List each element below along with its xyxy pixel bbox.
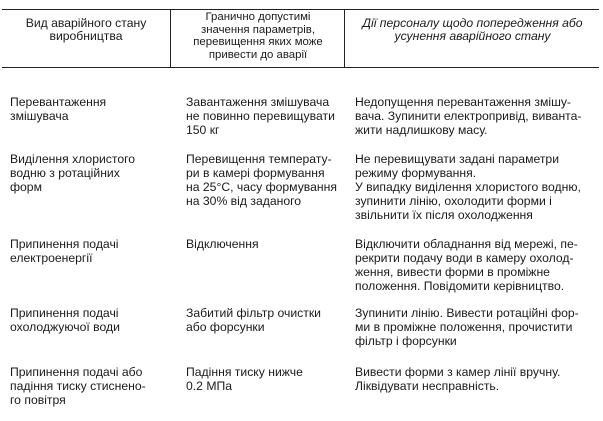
header-parameters: Гранично допустимі значення параметрів, перевищення яких може привести до аварії — [193, 11, 323, 61]
header-actions: Дії персоналу щодо попередження або усунення аварійного стану — [362, 16, 583, 43]
row-situation: Припинення подачі або падіння тиску стиснено- го повітря — [10, 365, 146, 407]
row-situation: Виділення хлористого водню з ротаційних форм — [10, 152, 136, 194]
row-parameters: Падіння тиску нижче 0.2 МПа — [186, 365, 303, 393]
header-column-divider — [344, 9, 345, 67]
row-situation: Припинення подачі електроенергії — [10, 237, 119, 265]
row-situation: Припинення подачі охолоджуючої води — [10, 306, 120, 334]
row-parameters: Відключення — [186, 237, 259, 251]
header-situation: Вид аварійного стану виробництва — [25, 16, 147, 43]
header-bottom-rule — [2, 67, 599, 68]
table-top-rule — [2, 9, 599, 10]
row-actions: Зупинити лінію. Вивести ротаційні фор- ми в проміжне положення, прочистити фільтр і форсунки — [355, 306, 579, 348]
row-actions: Відключити обладнання від мережі, пе- рекрити подачу води в камеру охолод- ження, вивести форми в проміжне положення. Повідомити керівництво. — [355, 237, 578, 293]
header-column-divider — [170, 9, 171, 67]
row-actions: Не перевищувати задані параметри режиму формування. У випадку виділення хлористого водню, зупинити лінію, охолодити форми і звільнити їх після охолодження — [355, 152, 581, 222]
row-parameters: Перевищення температу- ри в камері формування на 25°С, часу формування на 30% від заданого — [186, 152, 337, 208]
row-actions: Недопущення перевантаження змішу- вача. Зупинити електропривід, виванта- жити надлишкову масу. — [355, 95, 582, 137]
row-parameters: Забитий фільтр очистки або форсунки — [186, 306, 321, 334]
row-situation: Перевантаження змішувача — [10, 95, 107, 123]
row-actions: Вивести форми з камер лінії вручну. Ліквідувати несправність. — [355, 365, 561, 393]
row-parameters: Завантаження змішувача не повинно перевищувати 150 кг — [186, 95, 335, 137]
